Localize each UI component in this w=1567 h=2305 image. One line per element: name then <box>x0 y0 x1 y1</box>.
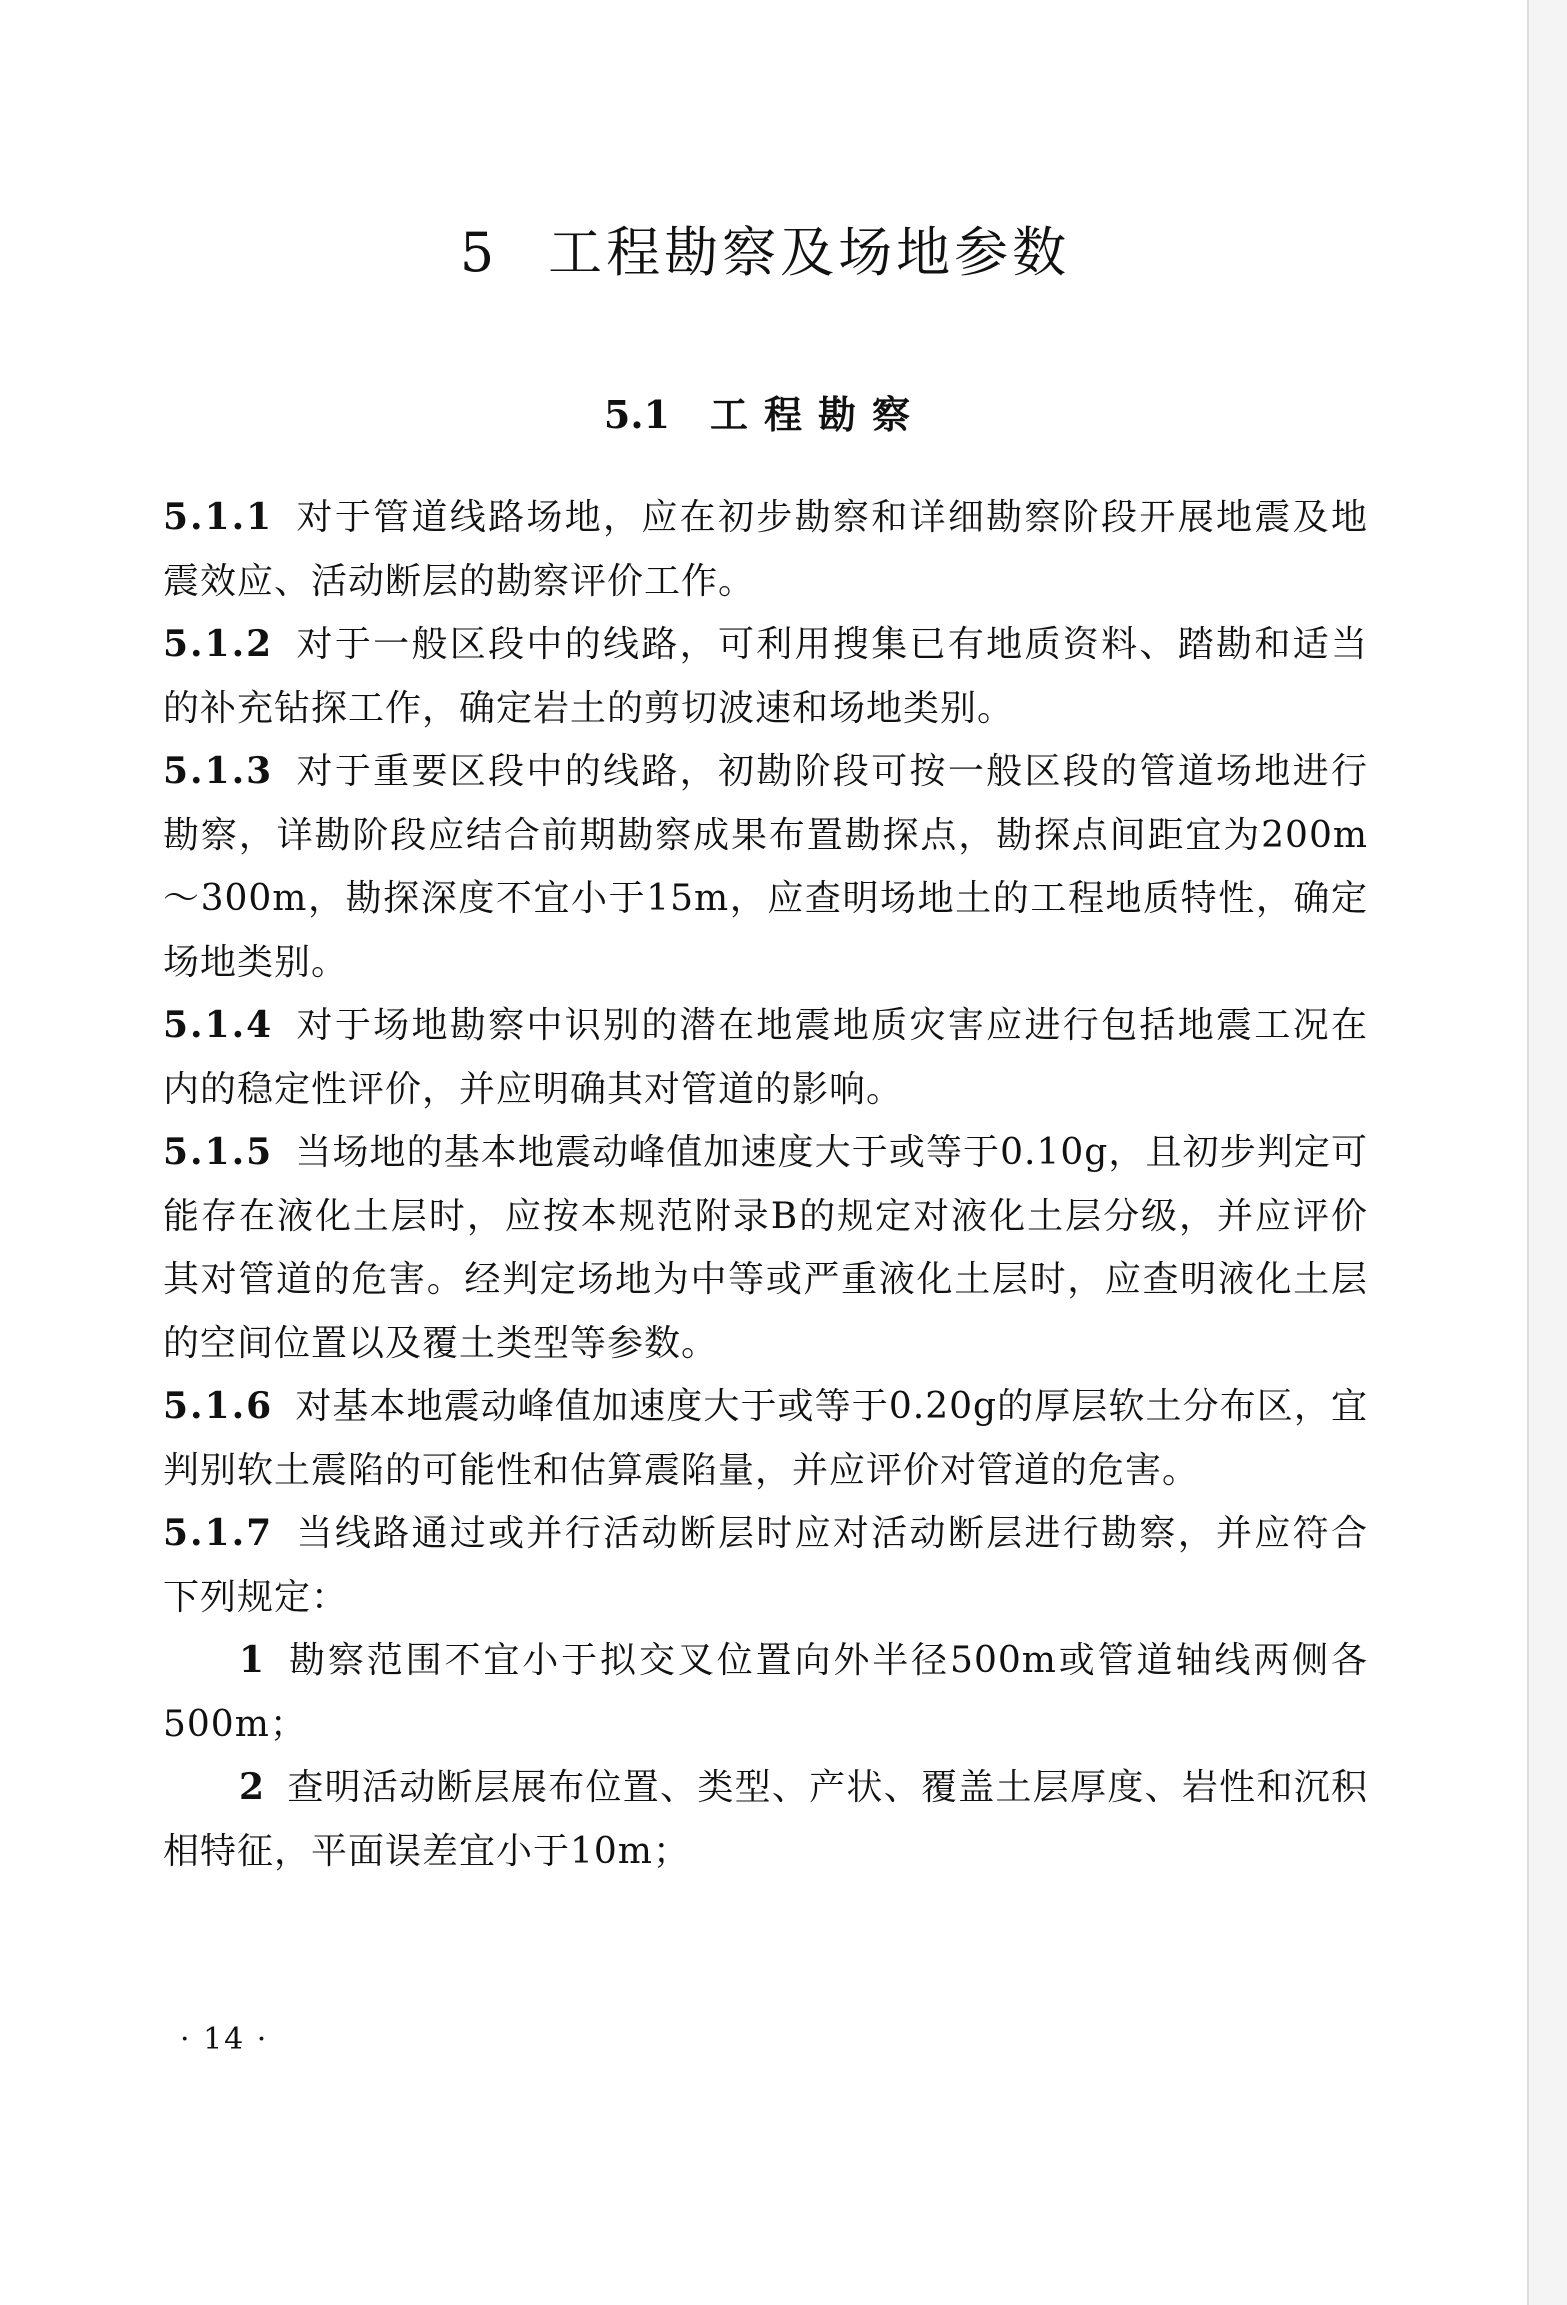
section-number: 5.1 <box>603 392 671 437</box>
page-edge <box>1527 0 1567 2305</box>
clause-number: 5.1.5 <box>163 1131 274 1173</box>
item-number: 2 <box>239 1766 266 1808</box>
clause-number: 5.1.6 <box>163 1385 274 1427</box>
clause-number: 5.1.7 <box>163 1512 274 1554</box>
clause-text: 对基本地震动峰值加速度大于或等于0.20g的厚层软土分布区，宜判别软土震陷的可能性和估算震陷量，并应评价对管道的危害。 <box>163 1386 1368 1491</box>
list-item <box>163 1756 1368 1883</box>
section-title-text: 工程勘察 <box>710 392 927 437</box>
list-item <box>163 1629 1368 1756</box>
clause-5-1-5 <box>163 1121 1368 1375</box>
page-number: · 14 · <box>180 2022 269 2057</box>
chapter-title-text: 工程勘察及场地参数 <box>548 221 1071 284</box>
chapter-number: 5 <box>459 221 499 284</box>
chapter-title <box>0 218 1530 288</box>
clause-5-1-4 <box>163 994 1368 1121</box>
clause-number: 5.1.1 <box>163 496 274 538</box>
clause-text: 对于重要区段中的线路，初勘阶段可按一般区段的管道场地进行勘察，详勘阶段应结合前期勘察成果布置勘探点，勘探点间距宜为200m～300m，勘探深度不宜小于15m，应查明场地土的工程地质特性，确定场地类别。 <box>163 751 1368 983</box>
clause-text: 当场地的基本地震动峰值加速度大于或等于0.10g，且初步判定可能存在液化土层时，应按本规范附录B的规定对液化土层分级，并应评价其对管道的危害。经判定场地为中等或严重液化土层时，应查明液化土层的空间位置以及覆土类型等参数。 <box>163 1132 1368 1364</box>
clause-5-1-2 <box>163 613 1368 740</box>
clause-5-1-1 <box>163 486 1368 613</box>
clause-text: 对于场地勘察中识别的潜在地震地质灾害应进行包括地震工况在内的稳定性评价，并应明确其对管道的影响。 <box>163 1005 1368 1110</box>
clause-text: 对于一般区段中的线路，可利用搜集已有地质资料、踏勘和适当的补充钻探工作，确定岩土的剪切波速和场地类别。 <box>163 624 1368 729</box>
section-title <box>0 390 1530 440</box>
item-number: 1 <box>239 1639 266 1681</box>
clause-text: 对于管道线路场地，应在初步勘察和详细勘察阶段开展地震及地震效应、活动断层的勘察评价工作。 <box>163 497 1368 602</box>
body-text <box>163 486 1368 1883</box>
clause-number: 5.1.2 <box>163 623 274 665</box>
item-text: 查明活动断层展布位置、类型、产状、覆盖土层厚度、岩性和沉积相特征，平面误差宜小于10m； <box>163 1767 1368 1872</box>
clause-5-1-3 <box>163 740 1368 994</box>
clause-5-1-6 <box>163 1375 1368 1502</box>
clause-number: 5.1.3 <box>163 750 274 792</box>
item-text: 勘察范围不宜小于拟交叉位置向外半径500m或管道轴线两侧各500m； <box>163 1640 1368 1745</box>
clause-text: 当线路通过或并行活动断层时应对活动断层进行勘察，并应符合下列规定： <box>163 1513 1368 1618</box>
clause-number: 5.1.4 <box>163 1004 274 1046</box>
clause-5-1-7 <box>163 1502 1368 1629</box>
